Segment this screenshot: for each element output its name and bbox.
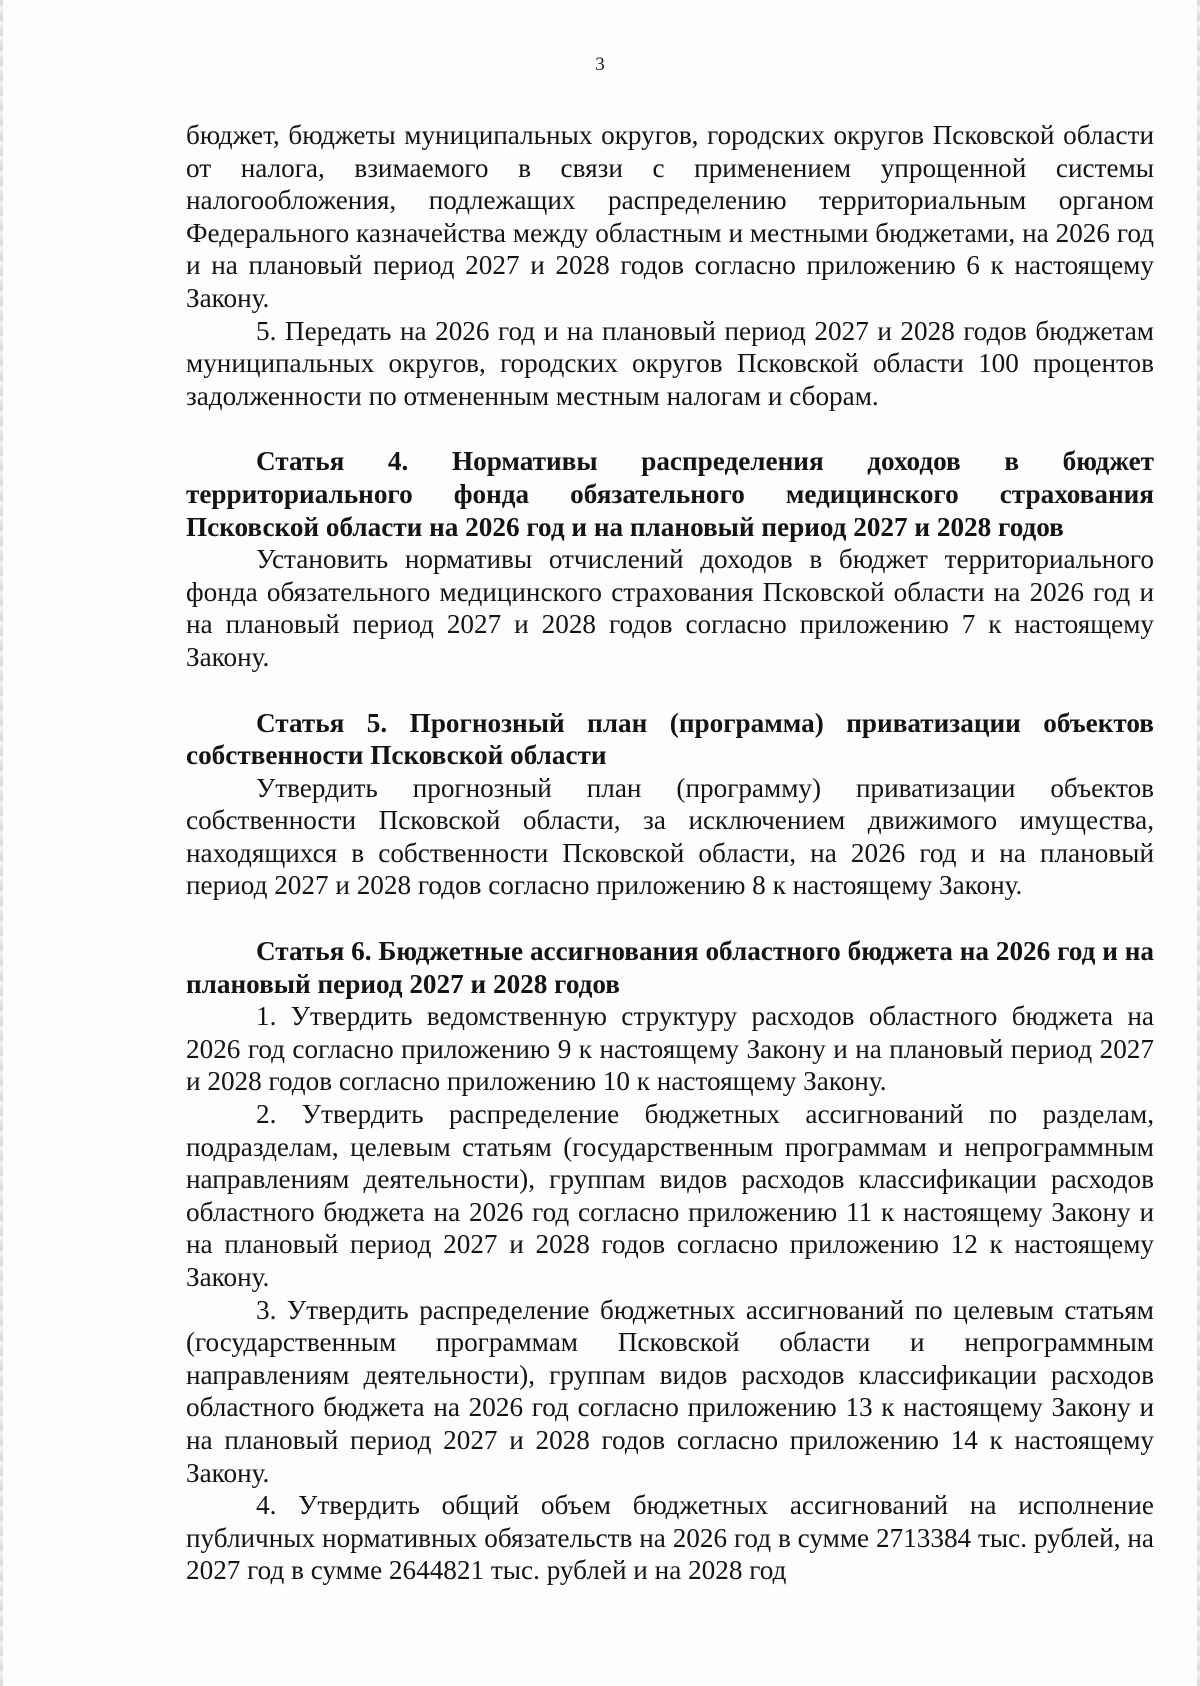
scan-edge-left (0, 0, 3, 1686)
page-number: 3 (595, 54, 605, 75)
spacer (186, 674, 1154, 707)
article-6-item-2: 2. Утвердить распределение бюджетных ассигнований по разделам, подразделам, целевым статьям (государственным программам и непрограммным направлениям деятельности), группам видов расходов классификации расходов областного бюджета на 2026 год согласно приложению 11 к настоящему Закону и на плановый период 2027 и 2028 годов согласно приложению 12 к настоящему Закону. (186, 1099, 1154, 1292)
article-5-heading: Статья 5. Прогнозный план (программа) приватизации объектов собственности Псковской области (186, 707, 1154, 771)
paragraph-item-5: 5. Передать на 2026 год и на плановый период 2027 и 2028 годов бюджетам муниципальных округов, городских округов Псковской области 100 процентов задолженности по отмененным местным налогам и сборам. (186, 315, 1154, 411)
article-5-text: Утвердить прогнозный план (программу) приватизации объектов собственности Псковской области, за исключением движимого имущества, находящихся в собственности Псковской области, на 2026 год и на плановый период 2027 и 2028 годов согласно приложению 8 к настоящему Закону. (186, 772, 1154, 901)
paragraph-continuation: бюджет, бюджеты муниципальных округов, городских округов Псковской области от налога, взимаемого в связи с применением упрощенной системы налогообложения, подлежащих распределению территориальным органом Федерального казначейства между областным и местными бюджетами, на 2026 год и на плановый период 2027 и 2028 годов согласно приложению 6 к настоящему Закону. (186, 120, 1154, 313)
article-6-item-4: 4. Утвердить общий объем бюджетных ассигнований на исполнение публичных нормативных обязательств на 2026 год в сумме 2713384 тыс. рублей, на 2027 год в сумме 2644821 тыс. рублей и на 2028 год (186, 1490, 1154, 1586)
article-4-heading: Статья 4. Нормативы распределения доходов в бюджет территориального фонда обязательного медицинского страхования Псковской области на 2026 год и на плановый период 2027 и 2028 годов (186, 446, 1154, 542)
spacer (186, 902, 1154, 935)
document-body (186, 119, 1154, 1587)
article-6-item-1: 1. Утвердить ведомственную структуру расходов областного бюджета на 2026 год согласно приложению 9 к настоящему Закону и на плановый период 2027 и 2028 годов согласно приложению 10 к настоящему Закону. (186, 1001, 1154, 1097)
spacer (186, 412, 1154, 445)
article-6-heading: Статья 6. Бюджетные ассигнования областного бюджета на 2026 год и на плановый период 2027 и 2028 годов (186, 936, 1154, 999)
article-6-item-3: 3. Утвердить распределение бюджетных ассигнований по целевым статьям (государственным программам Псковской области и непрограммным направлениям деятельности), группам видов расходов классификации расходов областного бюджета на 2026 год согласно приложению 13 к настоящему Закону и на плановый период 2027 и 2028 годов согласно приложению 14 к настоящему Закону. (186, 1294, 1154, 1488)
article-4-text: Установить нормативы отчислений доходов в бюджет территориального фонда обязательного медицинского страхования Псковской области на 2026 год и на плановый период 2027 и 2028 годов согласно приложению 7 к настоящему Закону. (186, 544, 1154, 672)
